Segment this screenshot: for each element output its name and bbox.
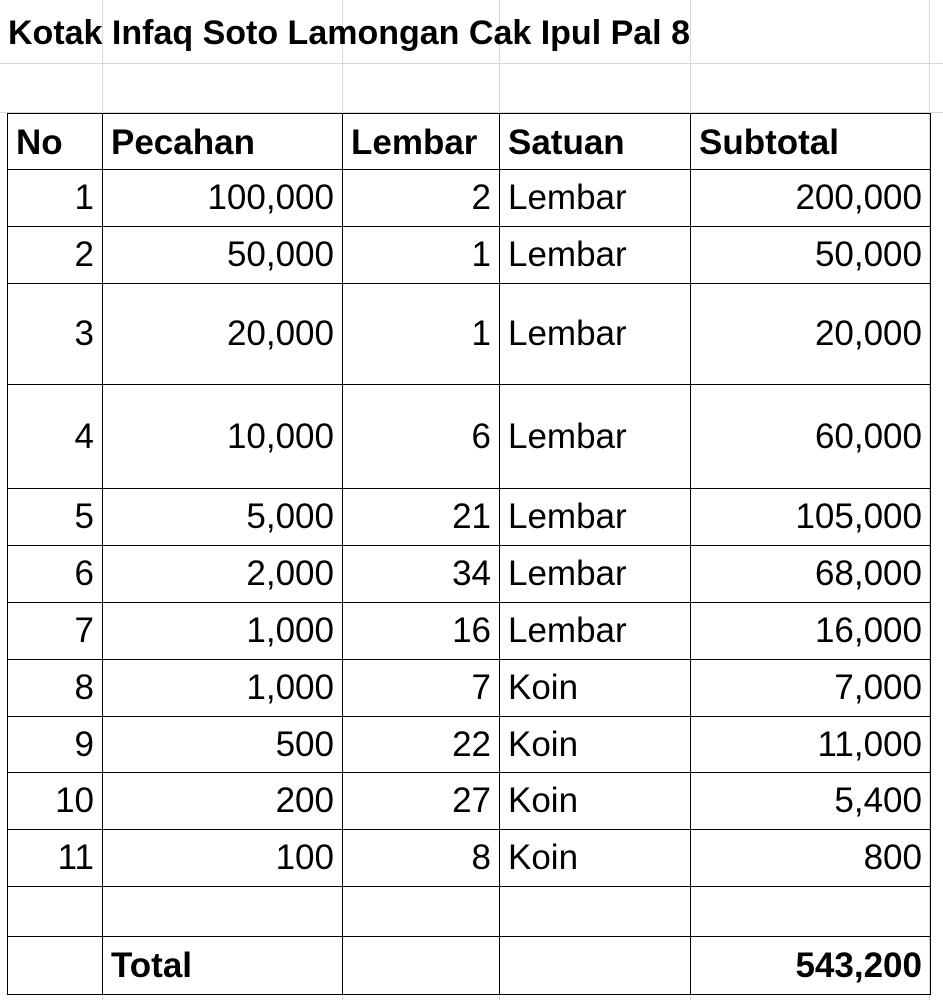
table-row	[8, 546, 931, 603]
cell-pecahan[interactable]: 10,000	[103, 385, 343, 489]
table-row	[8, 284, 931, 385]
cell-satuan[interactable]: Lembar	[500, 603, 691, 660]
cell-satuan[interactable]: Koin	[500, 830, 691, 887]
table-row	[8, 717, 931, 773]
cell-pecahan[interactable]: 500	[103, 717, 343, 773]
cell-pecahan[interactable]: 1,000	[103, 660, 343, 717]
cell-pecahan[interactable]: 50,000	[103, 227, 343, 284]
cell-satuan[interactable]: Koin	[500, 660, 691, 717]
cell-no[interactable]: 6	[8, 546, 103, 603]
cell-subtotal[interactable]: 5,400	[691, 773, 931, 830]
empty-cell[interactable]	[343, 887, 500, 937]
cell-subtotal[interactable]: 105,000	[691, 489, 931, 546]
empty-cell[interactable]	[691, 887, 931, 937]
cell-no[interactable]: 1	[8, 170, 103, 227]
cell-no[interactable]: 3	[8, 284, 103, 385]
cell-satuan[interactable]: Lembar	[500, 489, 691, 546]
cell-lembar[interactable]: 8	[343, 830, 500, 887]
cell-no[interactable]: 8	[8, 660, 103, 717]
table-row	[8, 660, 931, 717]
cell-subtotal[interactable]: 16,000	[691, 603, 931, 660]
cell-lembar[interactable]: 7	[343, 660, 500, 717]
cell-subtotal[interactable]: 200,000	[691, 170, 931, 227]
table-row	[8, 385, 931, 489]
header-no[interactable]: No	[8, 114, 103, 170]
empty-cell[interactable]	[343, 937, 500, 995]
cell-pecahan[interactable]: 100	[103, 830, 343, 887]
table-row	[8, 227, 931, 284]
cell-subtotal[interactable]: 60,000	[691, 385, 931, 489]
cell-lembar[interactable]: 1	[343, 227, 500, 284]
cell-satuan[interactable]: Lembar	[500, 385, 691, 489]
cell-no[interactable]: 10	[8, 773, 103, 830]
header-pecahan[interactable]: Pecahan	[103, 114, 343, 170]
empty-cell[interactable]	[103, 887, 343, 937]
cell-satuan[interactable]: Lembar	[500, 284, 691, 385]
cell-subtotal[interactable]: 50,000	[691, 227, 931, 284]
table-row	[8, 489, 931, 546]
total-row	[8, 937, 931, 995]
denomination-table	[7, 113, 931, 995]
cell-no[interactable]: 9	[8, 717, 103, 773]
cell-lembar[interactable]: 27	[343, 773, 500, 830]
cell-lembar[interactable]: 34	[343, 546, 500, 603]
cell-subtotal[interactable]: 11,000	[691, 717, 931, 773]
table-row	[8, 830, 931, 887]
cell-no[interactable]: 5	[8, 489, 103, 546]
cell-satuan[interactable]: Koin	[500, 717, 691, 773]
cell-lembar[interactable]: 2	[343, 170, 500, 227]
header-satuan[interactable]: Satuan	[500, 114, 691, 170]
cell-satuan[interactable]: Lembar	[500, 546, 691, 603]
cell-lembar[interactable]: 1	[343, 284, 500, 385]
empty-cell[interactable]	[500, 937, 691, 995]
sheet-title[interactable]: Kotak Infaq Soto Lamongan Cak Ipul Pal 8	[8, 14, 690, 52]
cell-subtotal[interactable]: 20,000	[691, 284, 931, 385]
cell-lembar[interactable]: 22	[343, 717, 500, 773]
cell-lembar[interactable]: 6	[343, 385, 500, 489]
cell-satuan[interactable]: Lembar	[500, 227, 691, 284]
cell-subtotal[interactable]: 7,000	[691, 660, 931, 717]
cell-lembar[interactable]: 21	[343, 489, 500, 546]
cell-pecahan[interactable]: 20,000	[103, 284, 343, 385]
empty-cell[interactable]	[8, 887, 103, 937]
cell-no[interactable]: 7	[8, 603, 103, 660]
cell-lembar[interactable]: 16	[343, 603, 500, 660]
total-label[interactable]: Total	[103, 937, 343, 995]
cell-subtotal[interactable]: 800	[691, 830, 931, 887]
total-value[interactable]: 543,200	[691, 937, 931, 995]
cell-pecahan[interactable]: 100,000	[103, 170, 343, 227]
empty-row	[8, 887, 931, 937]
cell-pecahan[interactable]: 2,000	[103, 546, 343, 603]
cell-satuan[interactable]: Koin	[500, 773, 691, 830]
cell-pecahan[interactable]: 5,000	[103, 489, 343, 546]
cell-no[interactable]: 11	[8, 830, 103, 887]
grid-line	[0, 63, 943, 64]
empty-cell[interactable]	[8, 937, 103, 995]
cell-satuan[interactable]: Lembar	[500, 170, 691, 227]
header-row	[8, 114, 931, 170]
cell-pecahan[interactable]: 200	[103, 773, 343, 830]
header-lembar[interactable]: Lembar	[343, 114, 500, 170]
cell-no[interactable]: 4	[8, 385, 103, 489]
cell-no[interactable]: 2	[8, 227, 103, 284]
header-subtotal[interactable]: Subtotal	[691, 114, 931, 170]
table-row	[8, 170, 931, 227]
table-row	[8, 773, 931, 830]
empty-cell[interactable]	[500, 887, 691, 937]
cell-pecahan[interactable]: 1,000	[103, 603, 343, 660]
cell-subtotal[interactable]: 68,000	[691, 546, 931, 603]
table-row	[8, 603, 931, 660]
